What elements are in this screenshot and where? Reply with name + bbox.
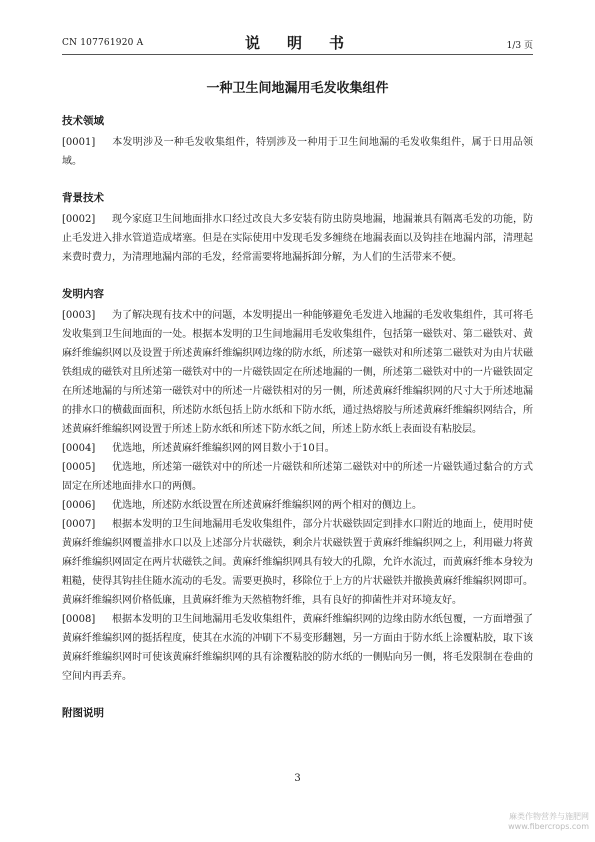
paragraph-number: [0008] [62, 614, 96, 625]
paragraph-text: 优选地，所述第一磁铁对中的所述一片磁铁和所述第二磁铁对中的所述一片磁铁通过黏合的方式固定在所述地面排水口的两侧。 [62, 462, 533, 492]
section-heading-technical-field: 技术领域 [62, 115, 104, 127]
paragraph-number: [0006] [62, 500, 96, 511]
paragraph [62, 515, 533, 610]
paragraph [62, 496, 533, 515]
document-body [62, 112, 533, 725]
paragraph-number: [0003] [62, 310, 96, 321]
paragraph-text: 根据本发明的卫生间地漏用毛发收集组件，部分片状磁铁固定到排水口附近的地面上，使用时使黄麻纤维编织网覆盖排水口以及上述部分片状磁铁，剩余片状磁铁置于黄麻纤维编织网之上，利用磁力将黄麻纤维编织网固定在两片状磁铁之间。黄麻纤维编织网具有较大的孔隙，允许水流过，而黄麻纤维本身较为粗糙，使得其钩挂住随水流动的毛发。需要更换时，移除位于上方的片状磁铁并撤换黄麻纤维编织网即可。黄麻纤维编织网价格低廉，且黄麻纤维为天然植物纤维，具有良好的抑菌性并对环境友好。 [62, 519, 533, 606]
paragraph-text: 为了解决现有技术中的问题，本发明提出一种能够避免毛发进入地漏的毛发收集组件，其可将毛发收集到卫生间地面的一处。根据本发明的卫生间地漏用毛发收集组件，包括第一磁铁对、第二磁铁对、黄麻纤维编织网以及设置于所述黄麻纤维编织网边缘的防水纸，所述第一磁铁对和所述第二磁铁对为由片状磁铁组成的磁铁对且所述第一磁铁对中的一片磁铁固定在所述地漏的一侧，所述第二磁铁对中的一片磁铁固定在所述地漏的与所述第一磁铁对中的所述一片磁铁相对的另一侧，所述黄麻纤维编织网的尺寸大于所述地漏的排水口的横截面面积，所述防水纸包括上防水纸和下防水纸，通过热熔胶与所述黄麻纤维编织网结合，所述黄麻纤维编织网设置于所述上防水纸和所述下防水纸之间，所述上防水纸上表面设有粘胶层。 [62, 310, 533, 435]
paragraph [62, 439, 533, 458]
section-heading-drawings: 附图说明 [62, 707, 104, 719]
watermark-line: www.fibercrops.com [508, 822, 589, 831]
watermark [508, 812, 589, 832]
paragraph-text: 现今家庭卫生间地面排水口经过改良大多安装有防虫防臭地漏，地漏兼具有隔离毛发的功能，防止毛发进入排水管道造成堵塞。但是在实际使用中发现毛发多缠绕在地漏表面以及钩挂在地漏内部，清理起来费时费力，为清理地漏内部的毛发，经常需要将地漏拆卸分解，为人们的生活带来不便。 [62, 214, 533, 263]
paragraph-text: 根据本发明的卫生间地漏用毛发收集组件，黄麻纤维编织网的边缘由防水纸包覆，一方面增强了黄麻纤维编织网的挺括程度，使其在水流的冲刷下不易变形翻翘，另一方面由于防水纸上涂覆粘胶，取下该黄麻纤维编织网时可使该黄麻纤维编织网的具有涂覆粘胶的防水纸的一侧贴向另一侧，将毛发限制在卷曲的空间内再丢弃。 [62, 614, 533, 682]
paragraph-number: [0002] [62, 214, 96, 225]
page-number: 3 [294, 773, 301, 784]
section-heading-summary: 发明内容 [62, 288, 104, 300]
paragraph [62, 610, 533, 686]
watermark-line: 麻类作物营养与施肥网 [509, 812, 589, 821]
paragraph [62, 306, 533, 439]
paragraph-number: [0007] [62, 519, 96, 530]
page-indicator: 1/3 页 [506, 41, 533, 51]
paragraph [62, 133, 533, 171]
paragraph [62, 458, 533, 496]
paragraph [62, 210, 533, 267]
paragraph-text: 优选地，所述防水纸设置在所述黄麻纤维编织网的两个相对的侧边上。 [112, 500, 422, 511]
paragraph-number: [0005] [62, 462, 96, 473]
paragraph-number: [0004] [62, 443, 96, 454]
header-divider [62, 54, 533, 55]
document-title: 一种卫生间地漏用毛发收集组件 [206, 81, 389, 96]
section-heading-background: 背景技术 [62, 192, 104, 204]
paragraph-number: [0001] [62, 137, 96, 148]
page-header [62, 32, 533, 54]
paragraph-text: 优选地，所述黄麻纤维编织网的网目数小于10目。 [112, 443, 335, 454]
document-type: 说 明 书 [244, 34, 350, 52]
publication-number: CN 107761920 A [62, 38, 144, 48]
paragraph-text: 本发明涉及一种毛发收集组件，特别涉及一种用于卫生间地漏的毛发收集组件，属于日用品领域。 [62, 137, 533, 167]
